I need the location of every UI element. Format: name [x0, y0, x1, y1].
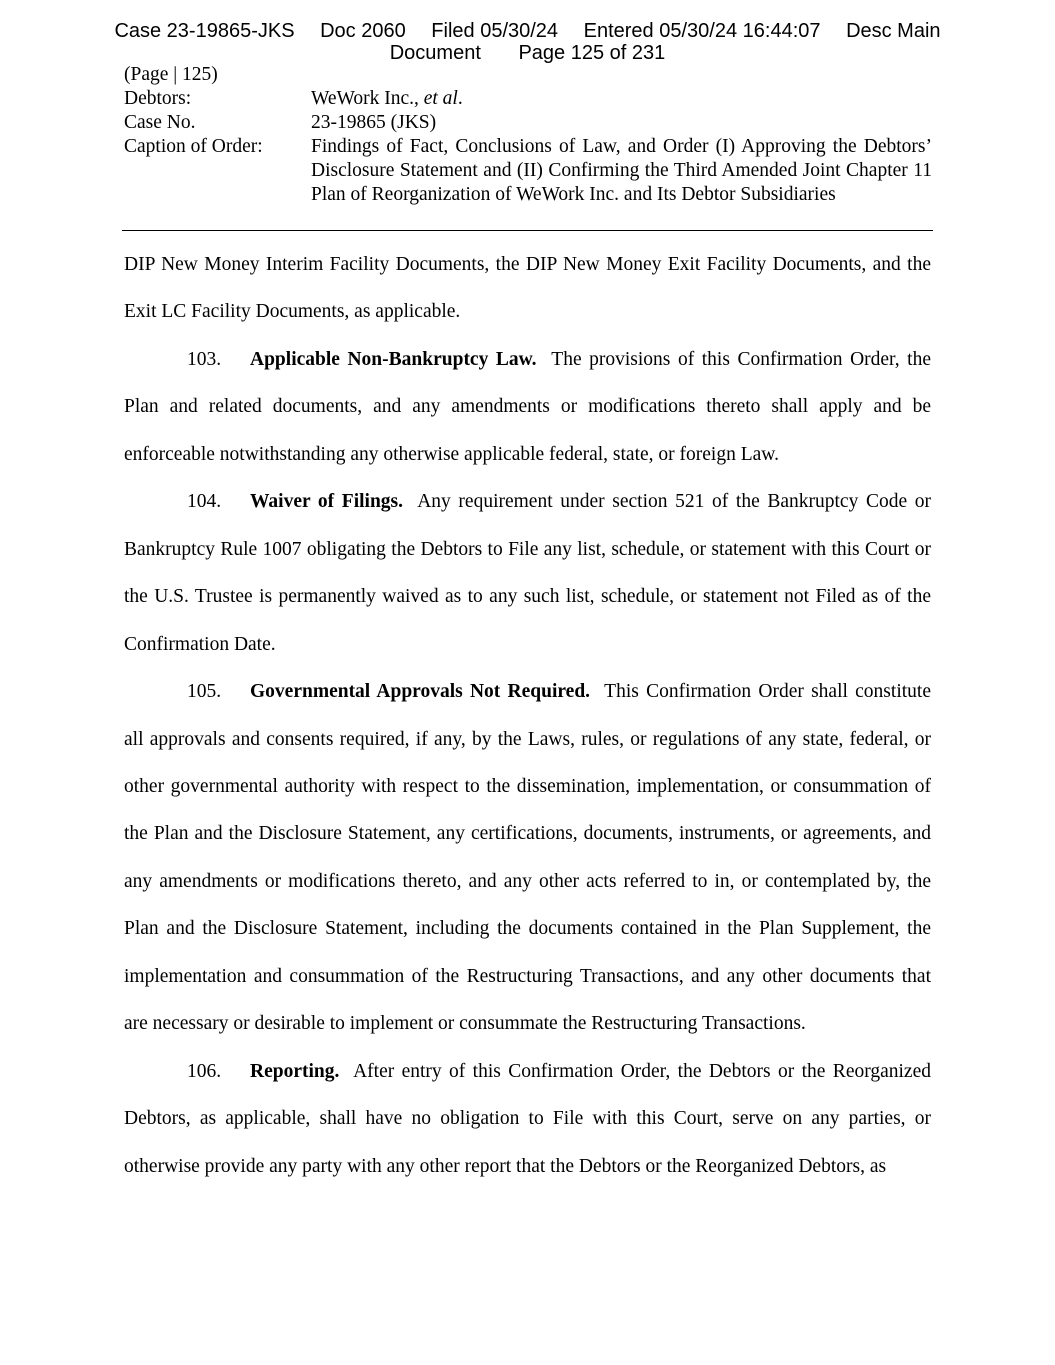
paragraph-number: 103.	[187, 348, 222, 370]
paragraph-106	[124, 1048, 931, 1190]
continuation-paragraph: DIP New Money Interim Facility Documents, the DIP New Money Exit Facility Documents, and the Exit LC Facility Documents, as applicable.	[124, 254, 931, 323]
document-label: Document	[389, 42, 481, 64]
debtors-value	[311, 87, 932, 111]
paragraph-number: 105.	[187, 681, 222, 703]
paragraph-heading: Reporting.	[250, 1060, 340, 1082]
paragraph-105	[124, 668, 931, 1048]
paragraph-number: 106.	[187, 1060, 222, 1082]
debtors-label: Debtors:	[124, 87, 192, 109]
filing-header	[0, 20, 1055, 64]
order-label: Caption of Order:	[124, 135, 263, 157]
doc-number: Doc 2060	[320, 20, 406, 42]
paragraph-text: The provisions of this Confirmation Order, the Plan and related documents, and any amendments or modifications thereto shall apply and be enforceable notwithstanding any otherwise applicable federal, state, or foreign Law.	[124, 348, 932, 465]
entered-date: Entered 05/30/24 16:44:07	[583, 20, 821, 42]
desc-label: Desc Main	[846, 20, 941, 42]
caption-case-row	[124, 111, 932, 135]
order-value: Findings of Fact, Conclusions of Law, and Order (I) Approving the Debtors’ Disclosure Statement and (II) Confirming the Third Amended Joint Chapter 11 Plan of Reorganization of WeWork Inc. and Its Debtor Subsidiaries	[311, 135, 932, 205]
debtors-period: .	[457, 87, 463, 109]
paragraph-heading: Governmental Approvals Not Required.	[250, 681, 591, 703]
paragraph-103	[124, 336, 931, 478]
paragraph-text: This Confirmation Order shall constitute all approvals and consents required, if any, by the Laws, rules, or regulations of any state, federal, or other governmental authority with respect to the dissemination, implementation, or consummation of the Plan and the Disclosure Statement, any certifications, documents, instruments, or agreements, and any amendments or modifications thereto, and any other acts referred to in, or contemplated by, the Plan and the Disclosure Statement, including the documents contained in the Plan Supplement, the implementation and consummation of the Restructuring Transactions, and any other documents that are necessary or desirable to implement or consummate the Restructuring Transactions.	[124, 681, 931, 1035]
paragraph-104	[124, 478, 931, 668]
paragraph-heading: Waiver of Filings.	[250, 491, 404, 513]
paragraph-heading: Applicable Non-Bankruptcy Law.	[250, 348, 537, 370]
case-number: Case 23-19865-JKS	[114, 20, 295, 42]
filing-header-line2	[0, 42, 1055, 64]
caption-debtors-row	[124, 87, 932, 111]
caption-order-row	[124, 135, 932, 207]
caption-block	[124, 63, 932, 206]
case-value: 23-19865 (JKS)	[311, 111, 437, 133]
filing-header-line1	[0, 20, 1055, 42]
filed-date: Filed 05/30/24	[431, 20, 559, 42]
paragraph-text: Any requirement under section 521 of the Bankruptcy Code or Bankruptcy Rule 1007 obligating the Debtors to File any list, schedule, or statement with this Court or the U.S. Trustee is permanently waived as to any such list, schedule, or statement not Filed as of the Confirmation Date.	[124, 491, 931, 655]
caption-divider	[122, 230, 933, 231]
paragraph-text: After entry of this Confirmation Order, the Debtors or the Reorganized Debtors, as applicable, shall have no obligation to File with this Court, serve on any parties, or otherwise provide any party with any other report that the Debtors or the Reorganized Debtors, as	[124, 1060, 931, 1177]
page-reference: (Page | 125)	[124, 64, 218, 85]
debtors-name: WeWork Inc.,	[311, 87, 424, 109]
page-indicator: Page 125 of 231	[518, 42, 666, 64]
debtors-et-al: et al	[423, 87, 458, 109]
case-label: Case No.	[124, 111, 196, 133]
paragraph-number: 104.	[187, 491, 222, 513]
document-body	[124, 241, 931, 1190]
